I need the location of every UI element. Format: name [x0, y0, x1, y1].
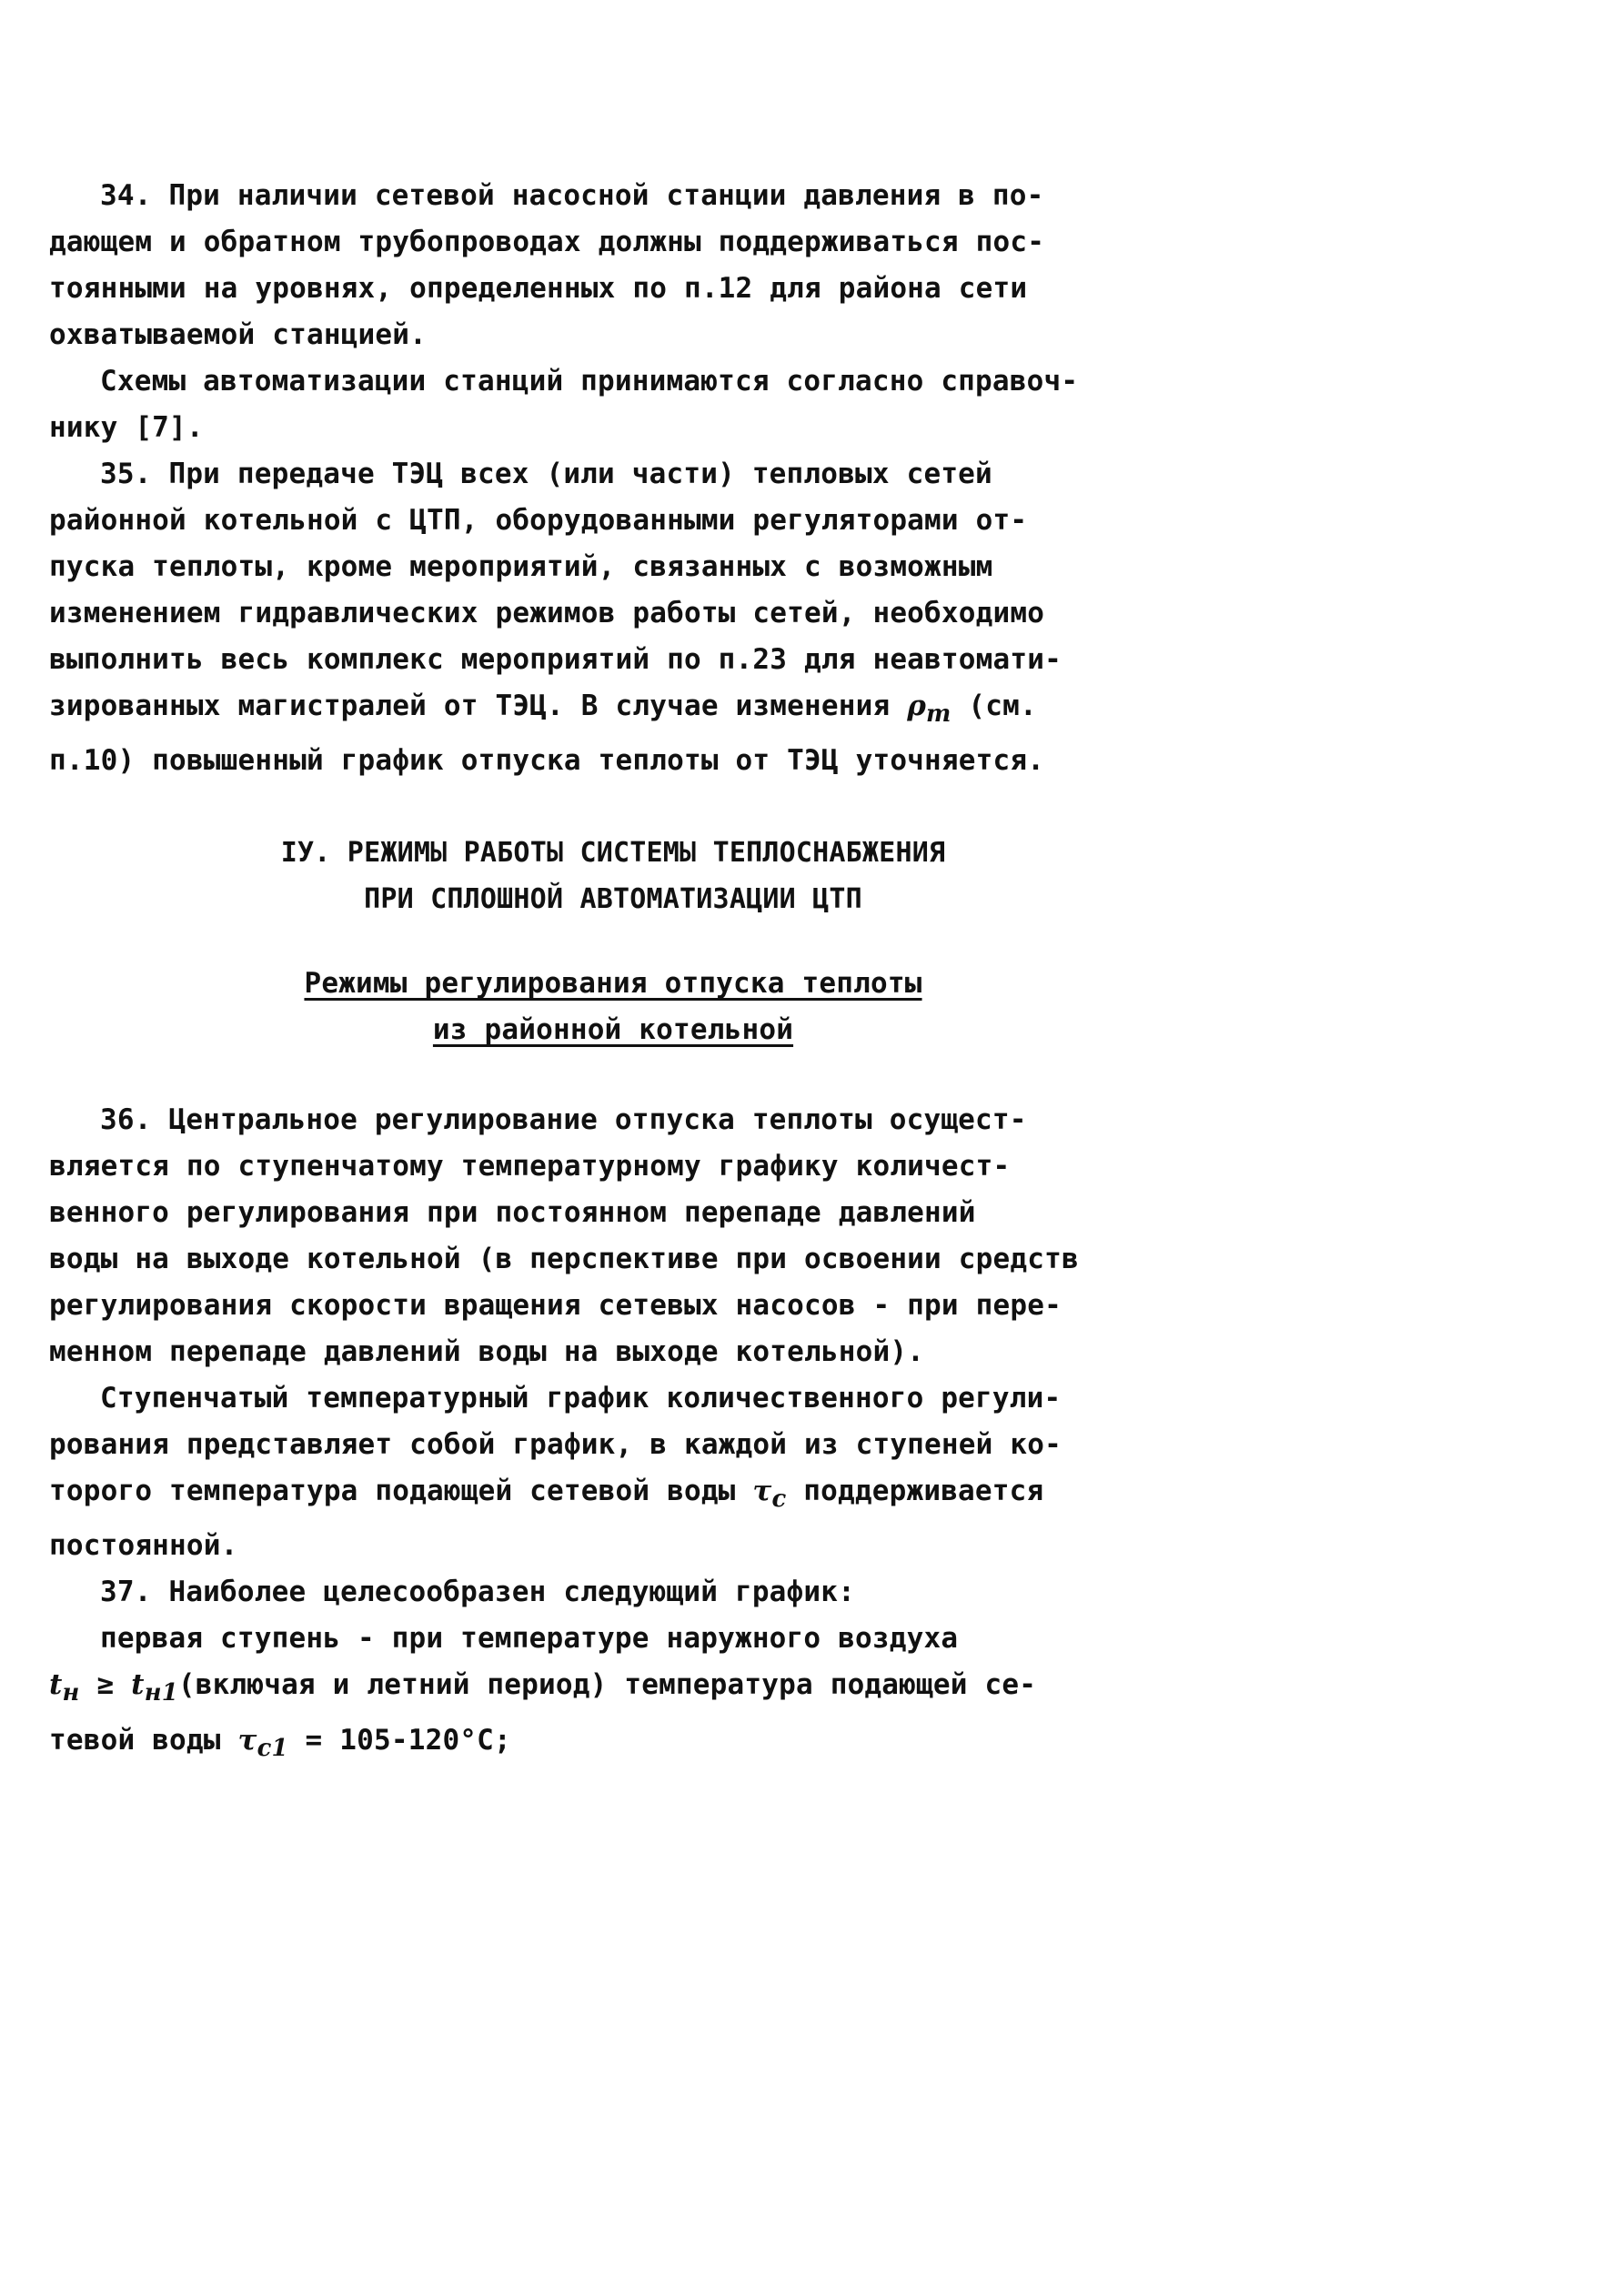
- heading-line: IУ. РЕЖИМЫ РАБОТЫ СИСТЕМЫ ТЕПЛОСНАБЖЕНИЯ: [280, 837, 946, 870]
- symbol-subscript: т: [926, 700, 952, 729]
- tau-symbol: τ: [237, 1723, 257, 1757]
- text-line: [49, 1468, 1177, 1523]
- paragraph-37: [49, 1569, 1177, 1771]
- text-line: Ступенчатый температурный график количественного регули-: [100, 1382, 1062, 1415]
- text-run: тевой воды: [49, 1723, 238, 1757]
- text-line: [49, 1717, 1177, 1772]
- subheading-line: [49, 961, 1177, 1007]
- text-line: дающем и обратном трубопроводах должны поддерживаться пос-: [49, 226, 1045, 258]
- symbol-subscript: с1: [257, 1734, 288, 1762]
- text-line: рования представляет собой график, в каждой из ступеней ко-: [49, 1428, 1062, 1462]
- subheading-line: [49, 1007, 1177, 1053]
- paragraph-34: [49, 173, 1177, 358]
- operator: ≥: [79, 1668, 132, 1702]
- paragraph-step-graph: [49, 1375, 1177, 1569]
- text-line: нику [7].: [49, 411, 204, 444]
- t-symbol: t: [49, 1668, 63, 1702]
- text-line: п.10) повышенный график отпуска теплоты от ТЭЦ уточняется.: [49, 744, 1045, 778]
- paragraph-schemes: [49, 358, 1177, 451]
- text-line: воды на выходе котельной (в перспективе при освоении средств: [49, 1243, 1079, 1276]
- text-line: [49, 1662, 1177, 1717]
- paragraph-36: [49, 1097, 1177, 1375]
- text-line: районной котельной с ЦТП, оборудованными регуляторами от-: [49, 504, 1028, 537]
- subheading: [49, 961, 1177, 1053]
- text-line: менном перепаде давлений воды на выходе котельной).: [49, 1335, 925, 1369]
- text-line: венного регулирования при постоянном перепаде давлений: [49, 1196, 976, 1230]
- text-run: (см.: [951, 690, 1037, 722]
- tau-symbol: τ: [752, 1475, 772, 1508]
- text-line: 34. При наличии сетевой насосной станции давления в по-: [100, 179, 1044, 212]
- text-line: 36. Центральное регулирование отпуска теплоты осущест-: [100, 1103, 1027, 1137]
- text-line: выполнить весь комплекс мероприятий по п.23 для неавтомати-: [49, 643, 1062, 676]
- text-line: охватываемой станцией.: [49, 318, 427, 351]
- subheading-text: из районной котельной: [432, 1013, 794, 1047]
- text-line: изменением гидравлических режимов работы сетей, необходимо: [49, 597, 1045, 629]
- text-run: = 105-120°C;: [287, 1723, 511, 1757]
- text-line: Схемы автоматизации станций принимаются согласно справоч-: [100, 365, 1079, 398]
- heading-line: ПРИ СПЛОШНОЙ АВТОМАТИЗАЦИИ ЦТП: [364, 883, 862, 916]
- text-run: торого температура подающей сетевой воды: [49, 1475, 753, 1508]
- text-run: (включая и летний период) температура подающей се-: [177, 1668, 1037, 1702]
- text-line: постоянной.: [49, 1529, 238, 1563]
- text-run: поддерживается: [786, 1475, 1044, 1508]
- document-body: [49, 173, 1177, 1772]
- subheading-text: Режимы регулирования отпуска теплоты: [304, 967, 922, 1001]
- symbol-subscript: н: [62, 1679, 80, 1707]
- text-line: 37. Наиболее целесообразен следующий график:: [100, 1576, 855, 1609]
- text-line: 35. При передаче ТЭЦ всех (или части) тепловых сетей: [100, 458, 992, 490]
- text-line: первая ступень - при температуре наружного воздуха: [100, 1622, 959, 1656]
- t-symbol: t: [131, 1668, 145, 1702]
- paragraph-35: [49, 451, 1177, 784]
- text-run: зированных магистралей от ТЭЦ. В случае изменения: [49, 690, 908, 722]
- section-heading: [49, 830, 1177, 922]
- text-line: пуска теплоты, кроме мероприятий, связанных с возможным: [49, 550, 993, 583]
- text-line: регулирования скорости вращения сетевых насосов - при пере-: [49, 1289, 1062, 1323]
- text-line: тоянными на уровнях, определенных по п.12 для района сети: [49, 272, 1028, 305]
- rho-symbol: ρ: [907, 690, 927, 722]
- symbol-subscript: н1: [144, 1679, 178, 1707]
- text-line: вляется по ступенчатому температурному графику количест-: [49, 1150, 1011, 1183]
- text-line: [49, 683, 1177, 738]
- symbol-subscript: с: [771, 1485, 787, 1514]
